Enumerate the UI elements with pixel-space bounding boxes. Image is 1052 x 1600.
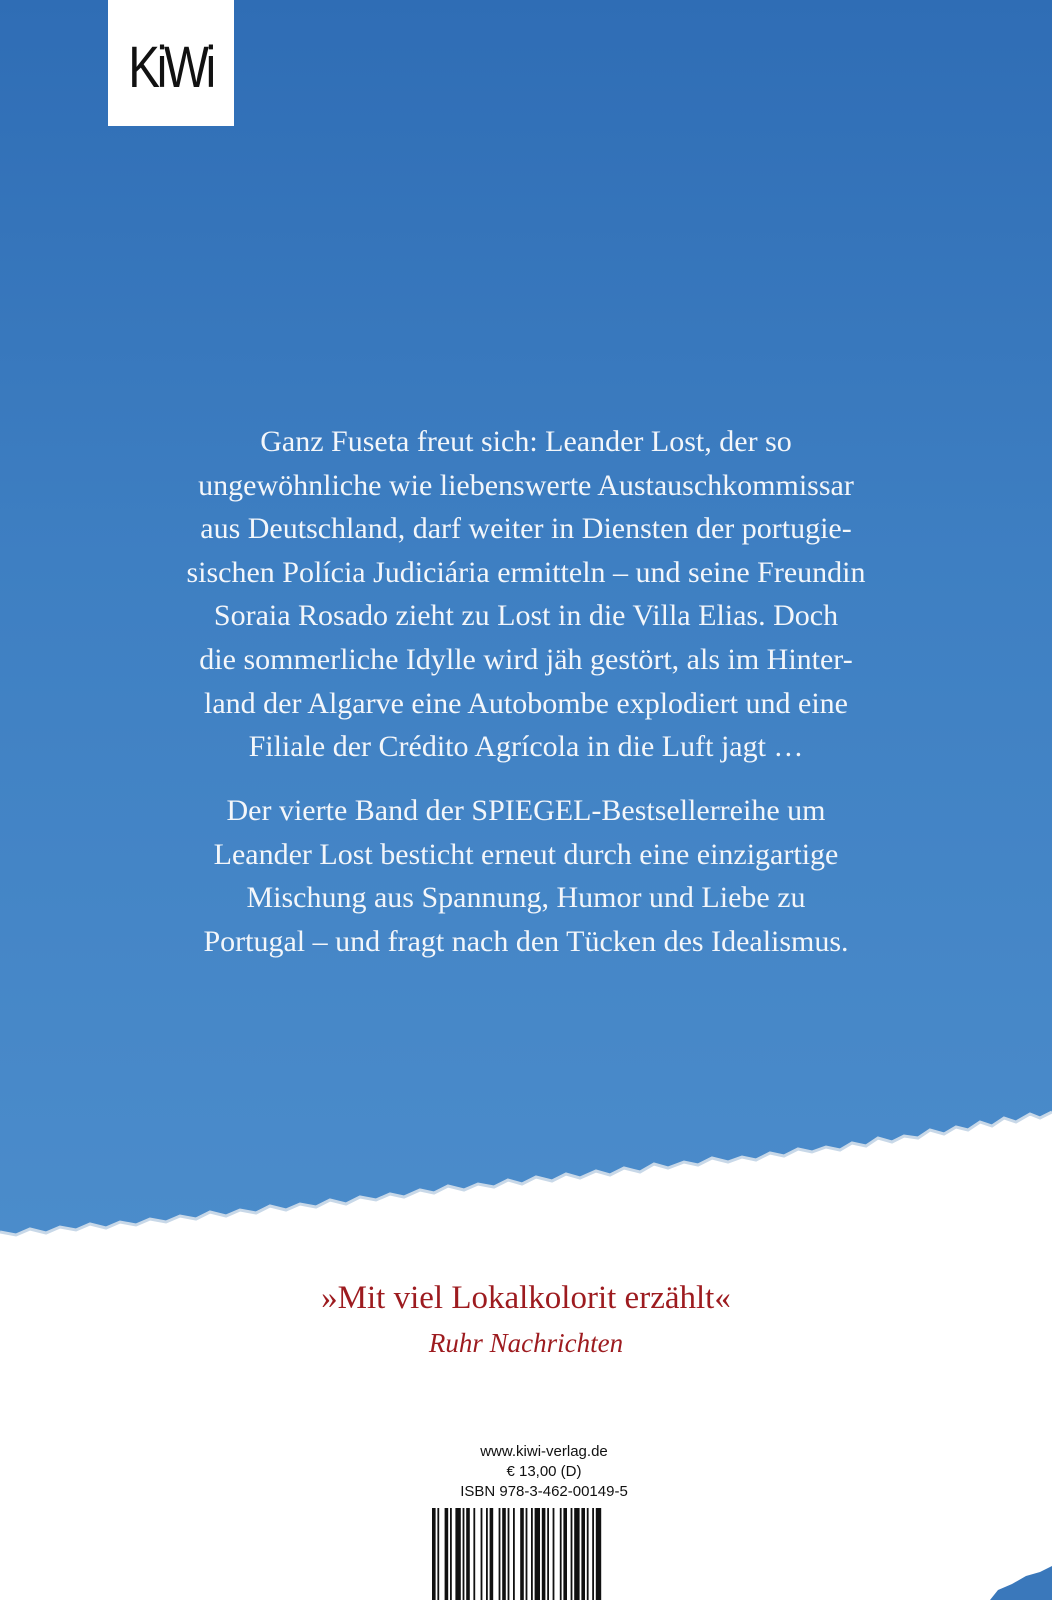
barcode-bar xyxy=(473,1508,475,1600)
barcode-bar xyxy=(455,1508,460,1600)
barcode-bar xyxy=(490,1508,494,1600)
barcode-bar xyxy=(445,1508,449,1600)
barcode-bar xyxy=(542,1508,546,1600)
barcode-bar xyxy=(535,1508,540,1600)
barcode-bar xyxy=(499,1508,501,1600)
barcode-bar xyxy=(502,1508,506,1600)
book-price: € 13,00 (D) xyxy=(506,1463,582,1480)
blurb-line: Der vierte Band der SPIEGEL-Bestsellerreihe um xyxy=(226,794,826,827)
barcode-bar xyxy=(432,1508,436,1600)
blurb-line: Ganz Fuseta freut sich: Leander Lost, der so xyxy=(260,425,792,458)
barcode-bar xyxy=(571,1508,573,1600)
blurb-line: Mischung aus Spannung, Humor und Liebe zu xyxy=(246,881,806,915)
blurb-line: Leander Lost besticht erneut durch eine einzigartige xyxy=(213,837,839,871)
review-quote: »Mit viel Lokalkolorit erzählt« xyxy=(321,1280,731,1316)
barcode-bar xyxy=(508,1508,510,1600)
blurb-line: ungewöhnliche wie liebenswerte Austauschkommissar xyxy=(198,468,854,502)
blurb-line: die sommerliche Idylle wird jäh gestört, als im Hinter- xyxy=(199,642,853,676)
blurb-paragraph-1 xyxy=(110,420,942,769)
barcode-bar xyxy=(466,1508,470,1600)
blue-corner-fragment xyxy=(960,1520,1052,1600)
blurb-line: aus Deutschland, darf weiter in Diensten der portugie- xyxy=(200,512,852,546)
publisher-info xyxy=(440,1442,648,1502)
kiwi-logo xyxy=(108,0,234,126)
barcode-bar xyxy=(581,1508,585,1600)
barcode-bar xyxy=(463,1508,465,1600)
blurb-line: Soraia Rosado zieht zu Lost in die Villa Elias. Doch xyxy=(213,599,839,633)
barcode-bar xyxy=(574,1508,579,1600)
barcode-bar xyxy=(553,1508,555,1600)
blurb-line: land der Algarve eine Autobombe explodiert und eine xyxy=(204,686,848,720)
review-source: Ruhr Nachrichten xyxy=(428,1328,624,1358)
barcode-bar xyxy=(560,1508,562,1600)
barcode-bar xyxy=(563,1508,567,1600)
barcode-bar xyxy=(520,1508,524,1600)
barcode-bar xyxy=(486,1508,488,1600)
barcode-bar xyxy=(450,1508,452,1600)
barcode-bar xyxy=(513,1508,515,1600)
barcode-bar xyxy=(526,1508,528,1600)
barcode-bar xyxy=(547,1508,549,1600)
barcode-bar xyxy=(592,1508,594,1600)
publisher-website: www.kiwi-verlag.de xyxy=(480,1443,608,1460)
blurb-line: sischen Polícia Judiciária ermitteln – und seine Freundin xyxy=(186,555,866,589)
barcode-bar xyxy=(437,1508,439,1600)
blurb-paragraph-2 xyxy=(110,789,942,963)
barcode-bar xyxy=(481,1508,483,1600)
barcode-bar xyxy=(531,1508,533,1600)
barcode-bar xyxy=(587,1508,589,1600)
isbn-barcode xyxy=(430,1508,660,1600)
blurb-line: Filiale der Crédito Agrícola in die Luft jagt … xyxy=(248,730,804,764)
kiwi-logo-text: KiWi xyxy=(128,34,214,100)
barcode-bar xyxy=(596,1508,601,1600)
book-isbn: ISBN 978-3-462-00149-5 xyxy=(460,1483,628,1500)
blurb-line: Portugal – und fragt nach den Tücken des Idealismus. xyxy=(203,924,849,958)
